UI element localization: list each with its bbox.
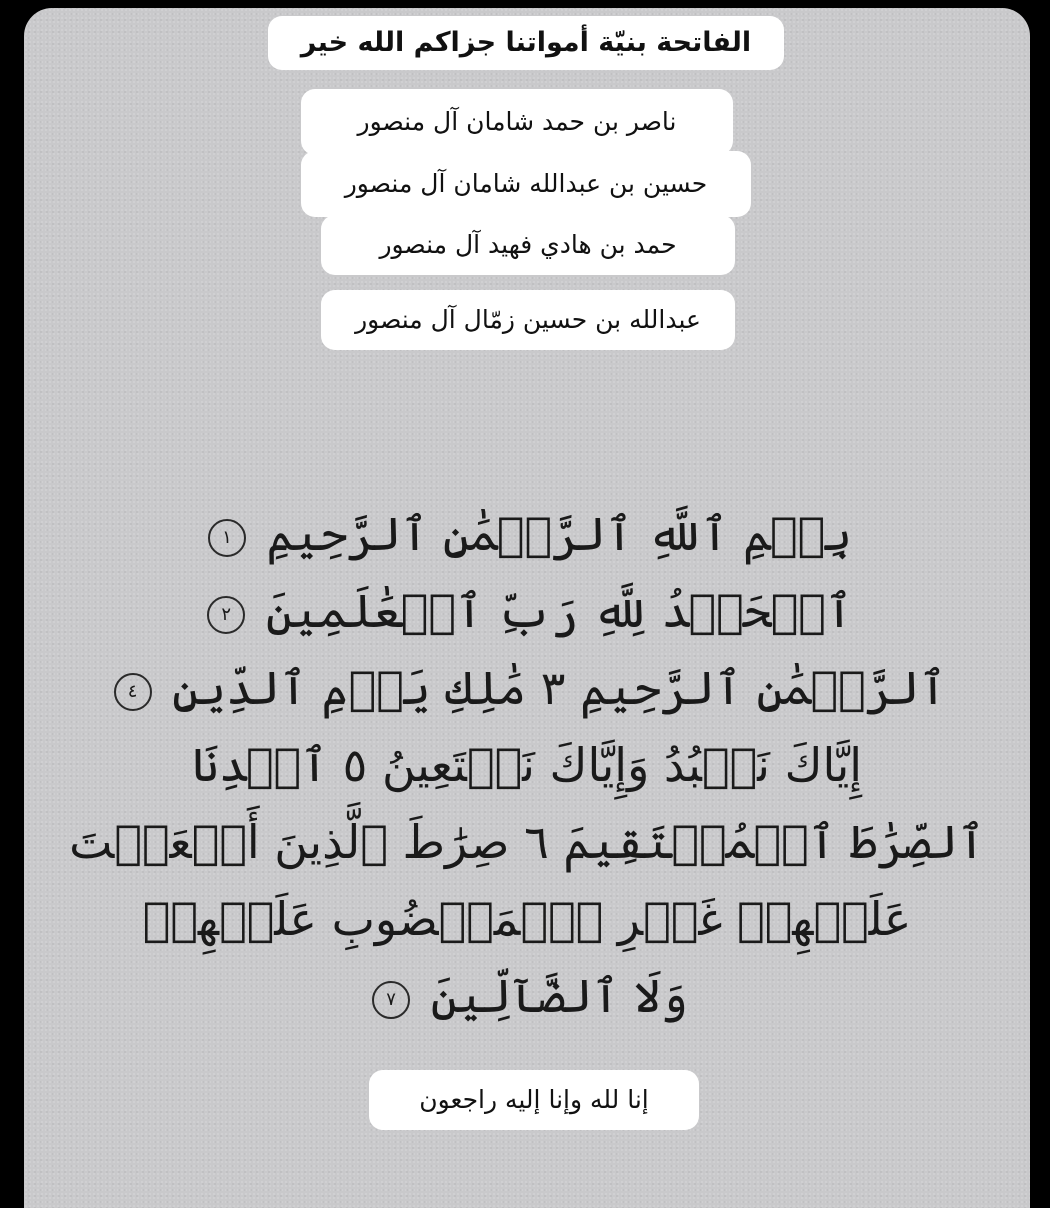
footer-text: إنا لله وإنا إليه راجعون bbox=[419, 1085, 649, 1114]
verse-text: إِيَّاكَ نَعۡبُدُ وَإِيَّاكَ نَسۡتَعِينُ ٥ ٱهۡدِنَا bbox=[191, 738, 863, 792]
verse-text: بِسۡمِ ٱللَّهِ ٱلرَّحۡمَٰنِ ٱلرَّحِيمِ bbox=[266, 507, 853, 561]
name-text: عبدالله بن حسين زمّال آل منصور bbox=[355, 305, 701, 334]
name-label bbox=[321, 215, 735, 275]
title-text: الفاتحة بنيّة أمواتنا جزاكم الله خير bbox=[300, 27, 752, 58]
verse-text: عَلَيۡهِمۡ غَيۡرِ ٱلۡمَغۡضُوبِ عَلَيۡهِمۡ bbox=[142, 892, 912, 946]
name-label bbox=[321, 290, 735, 350]
verse-line bbox=[24, 496, 1030, 573]
verse-text: وَلَا ٱلضَّآلِّينَ bbox=[430, 969, 688, 1023]
verse-text: ٱلۡحَمۡدُ لِلَّهِ رَبِّ ٱلۡعَٰلَمِينَ bbox=[265, 584, 853, 638]
name-label bbox=[301, 151, 751, 217]
name-label bbox=[301, 89, 733, 155]
verse-line bbox=[24, 573, 1030, 650]
ayah-number-marker: ٤ bbox=[114, 673, 152, 711]
verse-line bbox=[24, 804, 1030, 881]
name-text: حمد بن هادي فهيد آل منصور bbox=[379, 230, 677, 259]
title-banner bbox=[268, 16, 784, 70]
story-canvas bbox=[24, 8, 1030, 1208]
ayah-number-marker: ٧ bbox=[372, 981, 410, 1019]
ayah-number-marker: ١ bbox=[208, 519, 246, 557]
name-text: ناصر بن حمد شامان آل منصور bbox=[357, 107, 677, 136]
surah-fatiha-text bbox=[24, 496, 1030, 1035]
verse-line bbox=[24, 958, 1030, 1035]
name-text: حسين بن عبدالله شامان آل منصور bbox=[344, 169, 708, 198]
footer-caption bbox=[369, 1070, 699, 1130]
verse-text: ٱلصِّرَٰطَ ٱلۡمُسۡتَقِيمَ ٦ صِرَٰطَ ٱلَّذِينَ أَنۡعَمۡتَ bbox=[69, 815, 985, 869]
verse-line bbox=[24, 881, 1030, 958]
verse-text: ٱلرَّحۡمَٰنِ ٱلرَّحِيمِ ٣ مَٰلِكِ يَوۡمِ ٱلدِّينِ bbox=[172, 661, 947, 715]
verse-line bbox=[24, 650, 1030, 727]
ayah-number-marker: ٢ bbox=[207, 596, 245, 634]
verse-line bbox=[24, 727, 1030, 804]
